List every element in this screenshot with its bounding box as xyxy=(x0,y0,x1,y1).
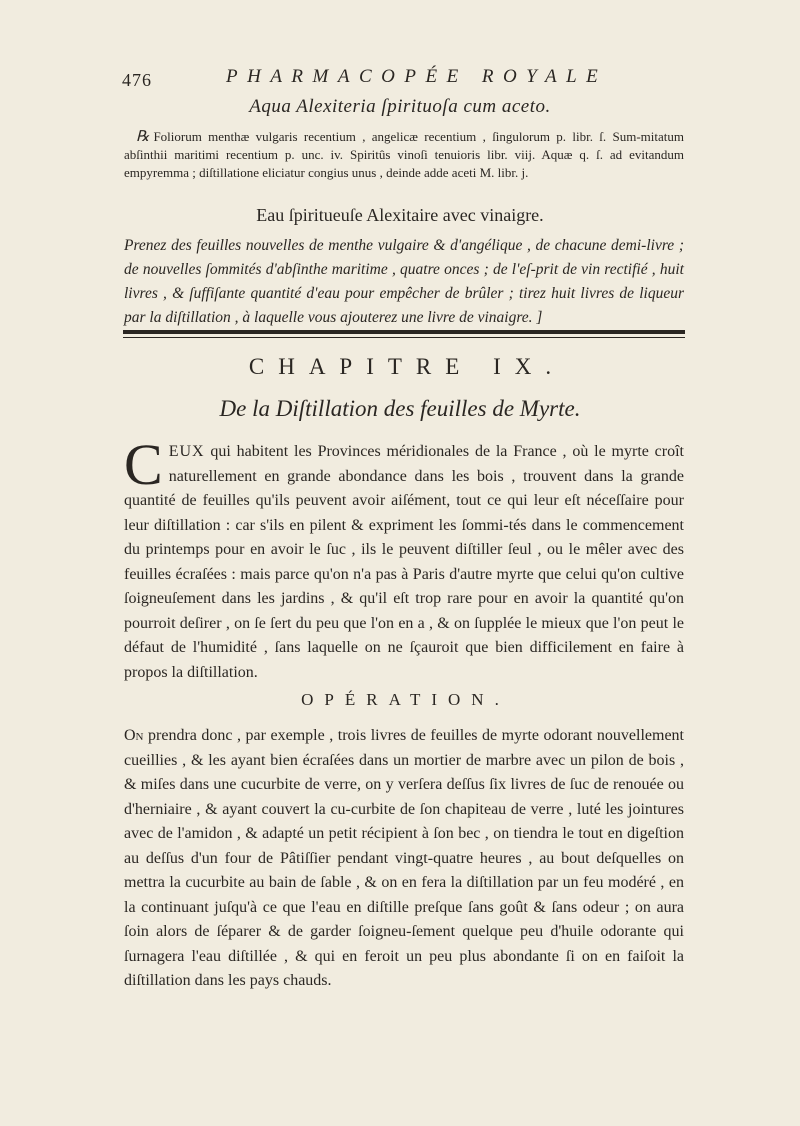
chapter-subheading: De la Diſtillation des feuilles de Myrte. xyxy=(219,396,581,421)
running-head xyxy=(122,64,682,94)
paragraph-introduction xyxy=(124,432,684,685)
recipe-sign: ℞ xyxy=(136,129,150,145)
latin-recipe-title: Aqua Alexiteria ſpirituoſa cum aceto. xyxy=(249,96,551,117)
chapter-heading: CHAPITRE IX. xyxy=(248,354,566,379)
latin-recipe xyxy=(124,128,684,182)
divider-thick-line xyxy=(123,330,685,334)
paragraph1-text: qui habitent les Provinces méridionales de la France , où le myrte croît naturellement en grande abondance dans les bois , trouvent dans la grande quantité de feuilles qu'ils peuvent avoir aiſément, tout ce qui leur eſt néceſſaire pour leur diſtillation : car s'ils en pilent & expriment les ſommi-tés dans le commencement du printemps pour en avoir le ſuc , ils le peuvent diſtiller ſeul , ou le mêler avec des feuilles écraſées : mais parce qu'on n'a pas à Paris d'autre myrte que celui qu'on cultive ſoigneuſement dans les jardins , & qu'il eſt trop rare pour en avoir la quantité qu'on pourroit deſirer , on ſe ſert du peu que l'on en a , & on ſupplée le mieux que l'on peut le défaut de l'humidité , ſans laquelle on ne ſçauroit que bien difficilement en faire à propos la diſtillation. xyxy=(124,443,684,681)
drop-cap: C xyxy=(124,432,163,497)
paragraph2-first-word: On xyxy=(124,727,144,744)
paragraph-operation xyxy=(124,724,684,994)
section-divider xyxy=(123,330,685,340)
paragraph2-text: prendra donc , par exemple , trois livres de feuilles de myrte odorant nouvellement cueillies , & les ayant bien écraſées dans un mortier de marbre avec un pilon de bois , & miſes dans une cucurbite de verre, on y verſera deſſus ſix livres de ſuc de renouée ou d'herniaire , & ayant couvert la cu-curbite de ſon chapiteau de verre , luté les jointures avec de l'amidon , & adapté un petit récipient à ſon bec , on tiendra le tout en digeſtion au deſſus d'un four de Pâtiſſier pendant vingt-quatre heures , au bout deſquelles on mettra la cucurbite au bain de ſable , & on en fera la diſtillation par un feu modéré , en la continuant juſqu'à ce que l'eau en diſtille preſque ſans goût & ſans odeur ; on aura ſoin alors de ſéparer & de garder ſoigneu-ſement quelque peu d'huile odorante qui ſurnagera l'eau diſtillée , & qui en feroit un peu plus abondante ſi on en faiſoit la diſtillation dans les pays chauds. xyxy=(124,727,684,989)
french-recipe-text: Prenez des feuilles nouvelles de menthe vulgaire & d'angélique , de chacune demi-livre ; de nouvelles ſommités d'abſinthe maritime , quatre onces ; de l'eſ-prit de vin rectifié , huit livres , & ſuffiſante quantité d'eau pour empêcher de brûler ; tirez huit livres de liqueur par la diſtillation , à laquelle vous ajouterez une livre de vinaigre. ] xyxy=(124,237,684,326)
divider-thin-line xyxy=(123,337,685,338)
french-recipe-title: Eau ſpiritueuſe Alexitaire avec vinaigre. xyxy=(256,205,544,225)
running-title: PHARMACOPÉE ROYALE xyxy=(226,66,608,87)
page-number: 476 xyxy=(122,70,152,90)
operation-heading: OPÉRATION. xyxy=(301,690,510,709)
first-word: EUX xyxy=(168,443,205,460)
latin-recipe-text: Foliorum menthæ vulgaris recentium , angelicæ recentium , ſingulorum p. libr. ſ. Sum-mitatum abſinthii maritimi recentium p. unc. iv. Spiritûs vinoſi tenuioris libr. viij. Aquæ q. ſ. ad evitandum empyremma ; diſtillatione eliciatur congius unus , deinde adde aceti M. libr. j. xyxy=(124,129,684,180)
